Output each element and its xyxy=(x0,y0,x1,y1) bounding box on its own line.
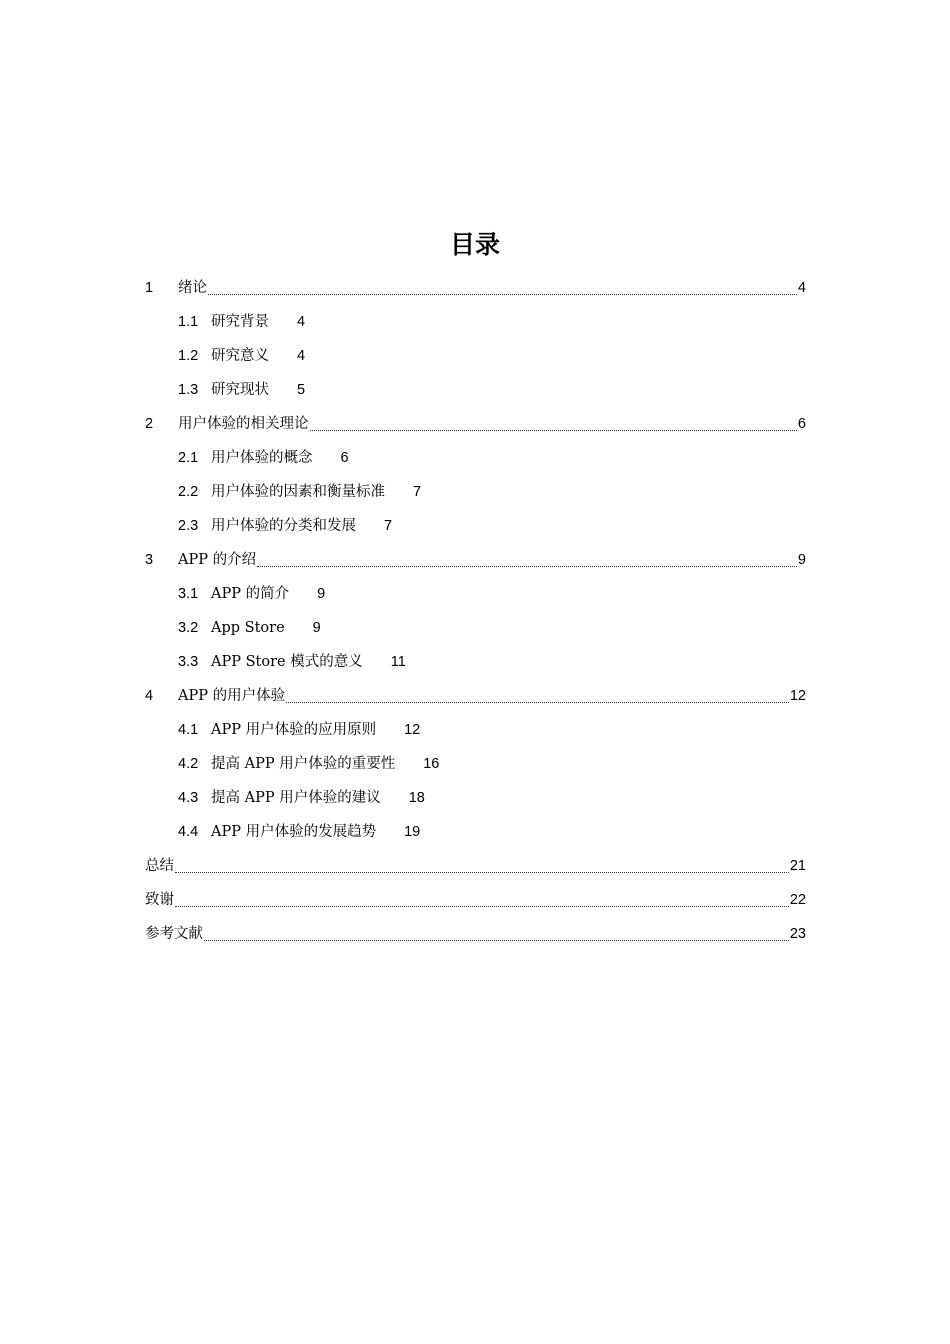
entry-title: 总结 xyxy=(145,858,174,874)
entry-page-number: 9 xyxy=(312,620,321,636)
entry-page-number: 7 xyxy=(413,484,422,500)
toc-chapter-row[interactable] xyxy=(145,407,806,441)
entry-title: 用户体验的概念 xyxy=(211,450,313,466)
entry-title: App Store xyxy=(211,620,285,636)
dot-leader xyxy=(175,906,789,907)
entry-page-number: 22 xyxy=(789,892,806,908)
entry-title: 用户体验的因素和衡量标准 xyxy=(211,484,385,500)
entry-page-number: 9 xyxy=(797,552,806,568)
entry-title: APP 的简介 xyxy=(211,586,290,602)
entry-page-number: 5 xyxy=(297,382,306,398)
toc-section-row[interactable] xyxy=(178,475,421,509)
toc-chapter-row[interactable] xyxy=(145,883,806,917)
page-title: 目录 xyxy=(449,230,500,259)
toc-chapter-row[interactable] xyxy=(145,271,806,305)
entry-page-number: 16 xyxy=(423,756,440,772)
entry-page-number: 19 xyxy=(404,824,421,840)
toc-chapter-row[interactable] xyxy=(145,849,806,883)
toc-chapter-row[interactable] xyxy=(145,543,806,577)
toc-section-row[interactable] xyxy=(178,305,305,339)
entry-number: 3.1 xyxy=(178,586,199,602)
entry-number: 4.4 xyxy=(178,824,199,840)
entry-page-number: 6 xyxy=(340,450,349,466)
toc-section-row[interactable] xyxy=(178,441,349,475)
entry-number: 3 xyxy=(145,552,154,568)
entry-title: 提高 APP 用户体验的重要性 xyxy=(211,756,396,772)
entry-number: 2.3 xyxy=(178,518,199,534)
toc-section-row[interactable] xyxy=(178,713,420,747)
dot-leader xyxy=(257,566,797,567)
dot-leader xyxy=(175,872,789,873)
entry-title: APP Store 模式的意义 xyxy=(211,654,363,670)
entry-number: 3.2 xyxy=(178,620,199,636)
entry-page-number: 12 xyxy=(789,688,806,704)
entry-page-number: 4 xyxy=(297,314,306,330)
toc-section-row[interactable] xyxy=(178,373,305,407)
entry-page-number: 18 xyxy=(408,790,425,806)
dot-leader xyxy=(310,430,797,431)
entry-number: 1 xyxy=(145,280,154,296)
toc-section-row[interactable] xyxy=(178,509,392,543)
entry-title: APP 的用户体验 xyxy=(178,688,286,704)
entry-title: 用户体验的相关理论 xyxy=(178,416,309,432)
entry-number: 4.1 xyxy=(178,722,199,738)
toc-section-row[interactable] xyxy=(178,577,325,611)
entry-number: 2 xyxy=(145,416,154,432)
toc-chapter-row[interactable] xyxy=(145,679,806,713)
entry-title: APP 用户体验的发展趋势 xyxy=(211,824,377,840)
entry-page-number: 6 xyxy=(797,416,806,432)
entry-title: APP 的介绍 xyxy=(178,552,257,568)
toc-section-row[interactable] xyxy=(178,611,321,645)
entry-title: 研究现状 xyxy=(211,382,269,398)
entry-number: 2.2 xyxy=(178,484,199,500)
entry-title: 用户体验的分类和发展 xyxy=(211,518,356,534)
toc-section-row[interactable] xyxy=(178,339,305,373)
entry-page-number: 7 xyxy=(384,518,393,534)
entry-title: 研究背景 xyxy=(211,314,269,330)
dot-leader xyxy=(204,940,789,941)
entry-page-number: 12 xyxy=(404,722,421,738)
entry-title: 参考文献 xyxy=(145,926,203,942)
entry-title: 研究意义 xyxy=(211,348,269,364)
entry-page-number: 4 xyxy=(797,280,806,296)
toc-section-row[interactable] xyxy=(178,747,439,781)
entry-title: 致谢 xyxy=(145,892,174,908)
entry-page-number: 23 xyxy=(789,926,806,942)
entry-page-number: 11 xyxy=(390,654,406,670)
entry-title: APP 用户体验的应用原则 xyxy=(211,722,377,738)
dot-leader xyxy=(286,702,789,703)
toc-chapter-row[interactable] xyxy=(145,917,806,951)
entry-number: 2.1 xyxy=(178,450,199,466)
entry-title: 提高 APP 用户体验的建议 xyxy=(211,790,381,806)
entry-number: 4.2 xyxy=(178,756,199,772)
dot-leader xyxy=(208,294,797,295)
entry-number: 3.3 xyxy=(178,654,199,670)
entry-title: 绪论 xyxy=(178,280,207,296)
entry-number: 4.3 xyxy=(178,790,199,806)
entry-number: 1.3 xyxy=(178,382,199,398)
toc-section-row[interactable] xyxy=(178,781,425,815)
entry-page-number: 4 xyxy=(297,348,306,364)
entry-number: 1.2 xyxy=(178,348,199,364)
entry-page-number: 9 xyxy=(317,586,326,602)
entry-number: 1.1 xyxy=(178,314,199,330)
toc-section-row[interactable] xyxy=(178,815,420,849)
toc-section-row[interactable] xyxy=(178,645,406,679)
entry-page-number: 21 xyxy=(789,858,806,874)
entry-number: 4 xyxy=(145,688,154,704)
